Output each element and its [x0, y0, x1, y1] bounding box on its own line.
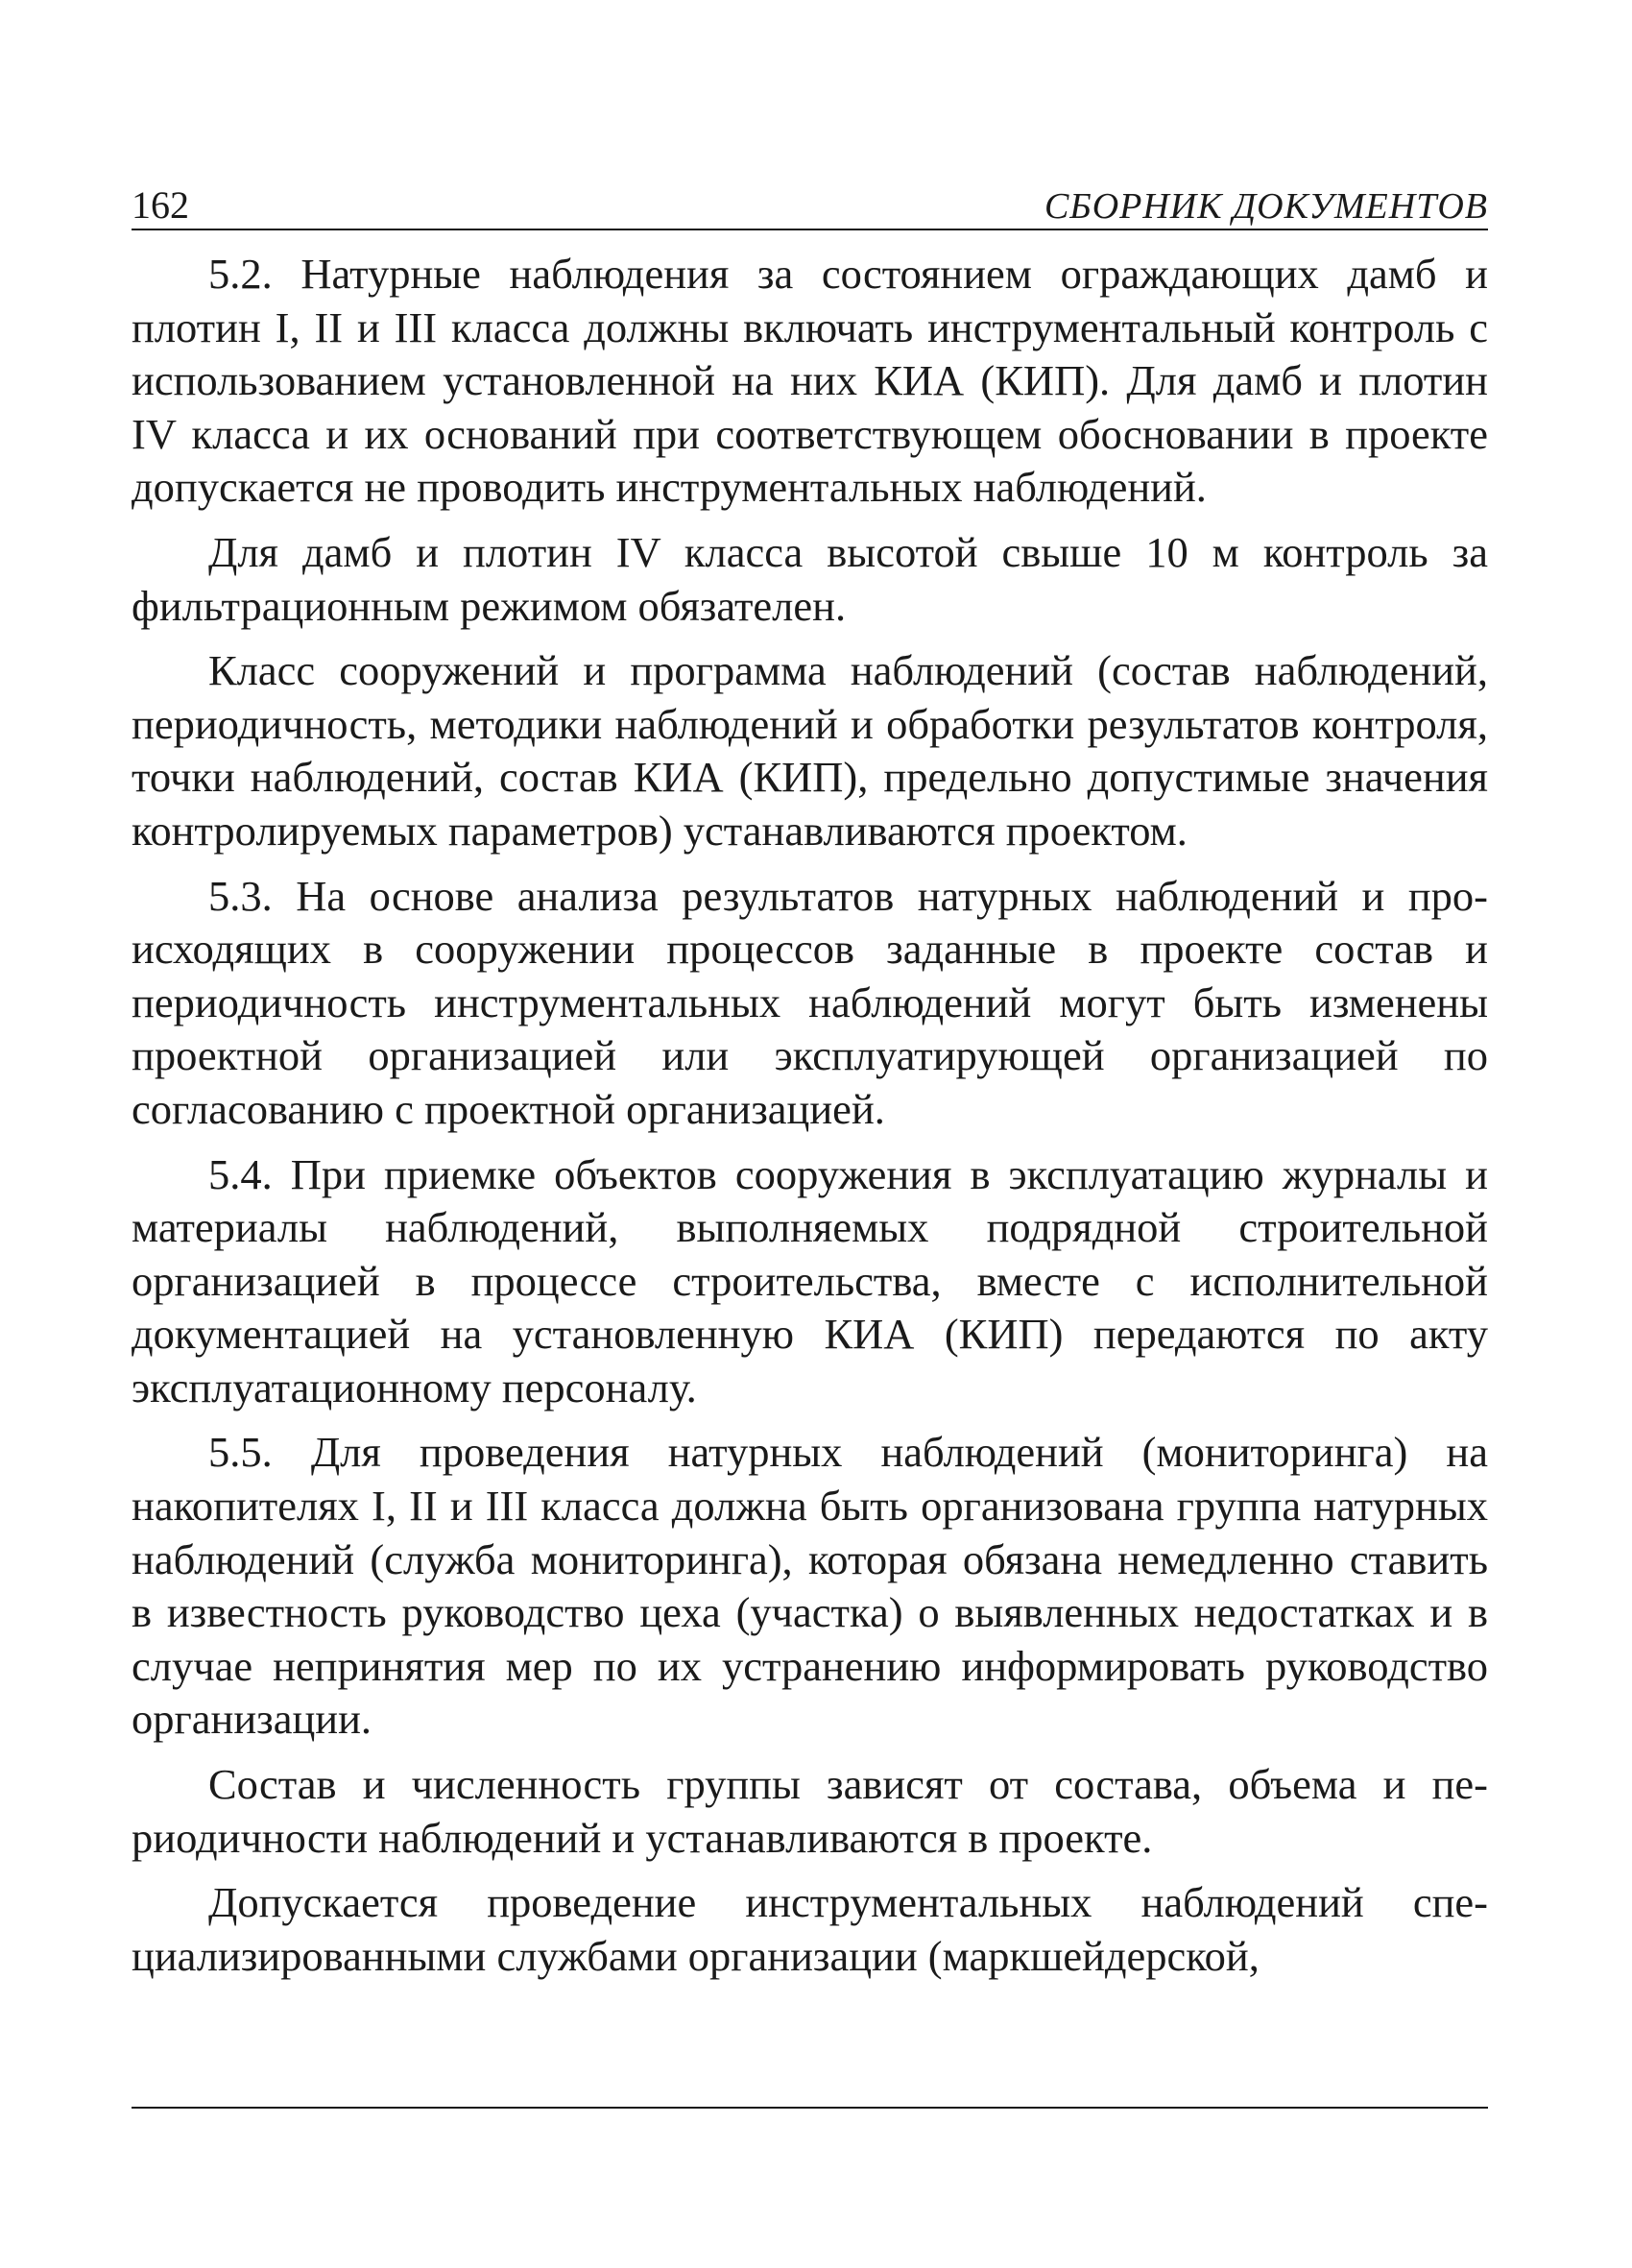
footer-rule [132, 2107, 1488, 2109]
page-number: 162 [132, 183, 189, 227]
paragraph-5-5: 5.5. Для проведения натурных наблюдений (мониторинга) на накопителях I, II и III класса должна быть организована группа натурных наблюдений (служба мониторинга), которая обязана немедленно ставить в известность руководство цеха (участка) о выявленных недостатках и в случае непринятия мер по их устранению информировать руководство организации. [132, 1428, 1488, 1744]
paragraph-observation-program: Класс сооружений и программа наблюдений (состав наблюдений, периодичность, методики наблюдений и обработки результатов контроля, точки наблюдений, состав КИА (КИП), предельно допустимые значения контролируемых параметров) устанавливаются проектом. [132, 646, 1488, 855]
paragraph-group-composition: Состав и численность группы зависят от состава, объема и периодичности наблюдений и устанавливаются в проекте. [132, 1760, 1488, 1862]
body-text [132, 248, 1488, 1994]
paragraph-5-3: 5.3. На основе анализа результатов натурных наблюдений и происходящих в сооружении процессов заданные в проекте состав и периодичность инструментальных наблюдений могут быть изменены проектной организацией или эксплуатирующей организацией по согласованию с проектной организацией. [132, 871, 1488, 1133]
running-title: СБОРНИК ДОКУМЕНТОВ [1044, 186, 1488, 227]
paragraph-5-2: 5.2. Натурные наблюдения за состоянием ограждающих дамб и плотин I, II и III класса должны включать инструментальный контроль с использованием установленной на них КИА (КИП). Для дамб и плотин IV класса и их оснований при соответствующем обосновании в проекте допускается не проводить инструментальных наблюдений. [132, 250, 1488, 512]
paragraph-class-iv-filtration: Для дамб и плотин IV класса высотой свыше 10 м контроль за фильтрационным режимом обязателен. [132, 527, 1488, 630]
paragraph-5-4: 5.4. При приемке объектов сооружения в эксплуатацию журналы и материалы наблюдений, выполняемых подрядной строительной организацией в процессе строительства, вместе с исполнительной документацией на установленную КИА (КИП) передаются по акту эксплуатационному персоналу. [132, 1149, 1488, 1411]
header-rule [132, 229, 1488, 230]
paragraph-specialized-services: Допускается проведение инструментальных наблюдений специализированными службами организации (маркшейдерской, [132, 1878, 1488, 1980]
page-header [132, 175, 1488, 230]
